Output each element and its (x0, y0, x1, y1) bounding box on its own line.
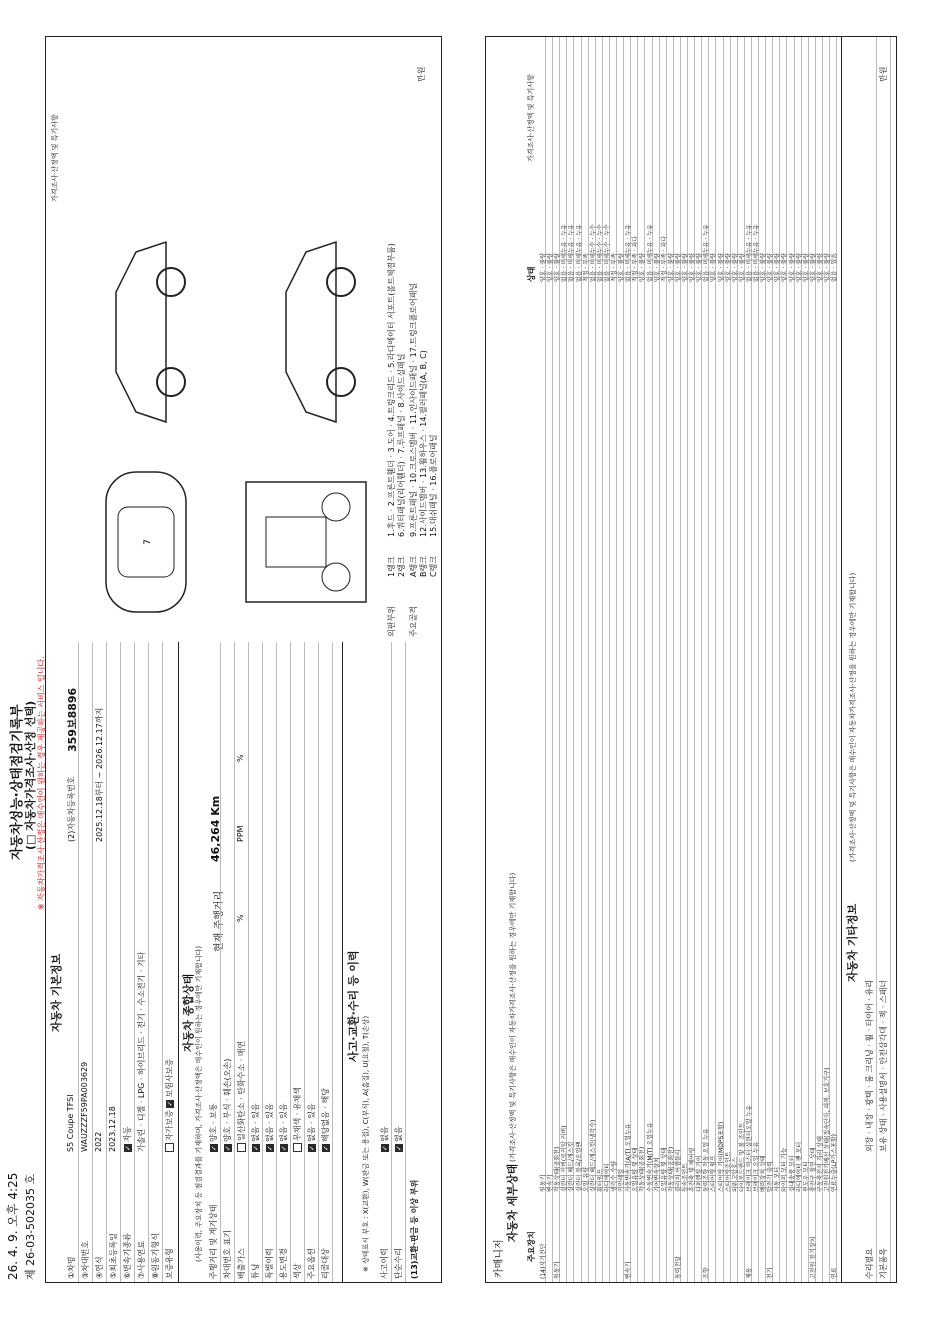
table-row: 실린더 헤드/개스킷(냉각수) 없음 · 미세누수 · 누수 (588, 37, 596, 1282)
table-row: 변속기 양호 · 불량 (545, 37, 553, 1282)
table-row: 조향 동력조향 작동 오일 누유 없음 · 미세누유 · 누유 (701, 37, 709, 1282)
accident-history-section: 사고·교환·수리 등 이력 ※ 상태표시 부호 : X(교환), W(판금 또는 용접), C(부식), A(흠집), U(요철), T(손상) 사고이력 ✓없음 단순수리 ✓없음 (13)교환·판금 등 이상 부위 (342, 642, 440, 1282)
table-row: 전기 발전기 출력 양호 · 불량 (765, 37, 773, 1282)
table-row: 기어변속장치 양호 · 불량 (652, 37, 660, 1282)
overall-state-section: 자동차 종합상태 (사용이력, 주요장치 등 점검결과를 기재하며, 가격조사·산정액은 매수인이 원하는 경우에만 기재합니다) 현재 주행거리 46,264 Km 주행거리 및 계기상태 ✓양호 · 보통 차대번호 표기 ✓양호 · 부식 · 훼손(오손) 배출가스 일산화탄소 · 탄화수소 · 매연 % PPM % 튜닝 ✓없음 · 있음 특별이력 ✓없음 · 있음 용도변경 ✓없음 · 있음 색상 무채색 · 유채색 주요옵션 ✓없음 · 있음 리콜대상 ✓해당없음 · 해당 (180, 642, 340, 1282)
table-row: 라디에이터 팬 모터 양호 · 불량 (794, 37, 802, 1282)
table-row: 추진축 및 베어링 양호 · 불량 (687, 37, 695, 1282)
table-row: 실내송풍 모터 양호 · 불량 (787, 37, 795, 1282)
table-row: 오일 유량 적정 · 부족 (581, 37, 589, 1282)
transmission-type: 자동 (123, 1126, 132, 1142)
table-row: 구동축전지 격리 상태 양호 · 불량 (815, 37, 823, 1282)
table-row: 스티어링조인트 양호 · 불량 (723, 37, 731, 1282)
table-row: 오일유량 및 상태 적정 · 부족 · 과다 (630, 37, 638, 1282)
table-row: 스티어링 펌프 양호 · 불량 (708, 37, 716, 1282)
first-registration: 2023.12.18 (108, 1106, 117, 1152)
other-info-heading: 자동차 기타정보 (846, 903, 859, 982)
table-row: 워터펌프 없음 · 미세누수 · 누수 (595, 37, 603, 1282)
table-row: 고전원 전기장치 충전구 절연 상태 양호 · 불량 (808, 37, 816, 1282)
page-subtitle: (□ 자동차가격조사·산정 선택) (24, 700, 37, 850)
table-row: 변속기 자동변속기(A/T) 오일누유 없음 · 미세누유 · 누유 (623, 37, 631, 1282)
car-diagram-side-2 (246, 232, 376, 432)
table-row: 작동상태(공회전) 양호 · 불량 (637, 37, 645, 1282)
table-row: 고전원전기배선 상태(접속단자, 피복, 보호기구) 양호 · 불량 (822, 37, 830, 1282)
table-row: 라디에이터 없음 · 미세누수 · 누수 (602, 37, 610, 1282)
table-row: 파워고압호스 양호 · 불량 (730, 37, 738, 1282)
table-row: 윈도우 모터 양호 · 불량 (801, 37, 809, 1282)
panel-rank-table: 외판부위 1랭크 1.후드 · 2.프론트휀더 · 3.도어 · 4.트렁크리드 · 5.라디에이터 서포트(볼트체결부품) 2랭크 6.쿼터패널(리어휀더) · 7.루프패널 · 8.사이드실패널 주요골격 A랭크 9.프론트패널 · 10.크로스멤버 · 11.인사이드패널 · 17.트렁크플로어패널 B랭크 12.사이드멤버 · 13.휠하우스 · 14.필러패널(A, B, C) C랭크 15.대쉬패널 · 16.플로어패널 (387, 243, 438, 637)
notice-text: ※ 자동차가격조사·산정은 매수인이 원하는 경우 제공하는 서비스 입니다. (37, 656, 46, 910)
table-row: 배력장치 상태 양호 · 불량 (758, 37, 766, 1282)
overall-state-heading: 자동차 종합상태 (182, 973, 195, 1052)
detail-heading: 자동차 세부상태 (506, 1163, 519, 1242)
table-row: 실린더 블록/오일팬 없음 · 미세누유 · 누유 (574, 37, 582, 1282)
table-row: 등속조인트 양호 · 불량 (680, 37, 688, 1282)
accident-history-heading: 사고·교환·수리 등 이력 (347, 950, 360, 1062)
table-row: 수동변속기(M/T) 오일누유 없음 · 미세누유 · 누유 (645, 37, 653, 1282)
accident-history-value: 없음 (380, 1126, 389, 1142)
inspection-sheet-page2: 카매니저 자동차 세부상태 (가격조사·산정액 및 특기사항은 매수인이 자동차가격조사·산정을 원하는 경우에만 기재합니다) 주요장치 상태 가격조사·산정액 및 특기사항 (14)자기진단 원동기 양호 · 불량 변속기 양호 · 불량 원동기 작동상태(공회전) 양호 · 불량 실린더 커버(로커암 커버) 없음 · 미세누유 · 누유 실린더 헤드/개스킷 없음 · 미세누유 · 누유 실린더 블록/오일팬 없음 · 미세누유 · 누유 오일 유량 적정 · 부족 실린더 헤드/개스킷(냉각수) 없음 · 미세누수 · 누수 워터펌프 없음 · 미세누수 · 누수 라디에이터 없음 · 미세누수 · 누수 냉각수 수량 적정 · 부족 커먼레일 양호 · 불량 변속기 자동변속기(A/T) 오일누유 없음 · 미세누유 · 누유 오일유량 및 상태 적정 · 부족 · 과다 작동상태(공회전) 양호 · 불량 수동변속기(M/T) 오일누유 없음 · 미세누유 · 누유 기어변속장치 양호 · 불량 오일유량 및 상태 적정 · 부족 · 과다 작동상태(공회전) 양호 · 불량 동력전달 클러치 어셈블리 양호 · 불량 등속조인트 양호 · 불량 추진축 및 베어링 양호 · 불량 디퍼렌셜 기어 양호 · 불량 조향 동력조향 작동 오일 누유 없음 · 미세누유 · 누유 스티어링 펌프 양호 · 불량 스티어링 기어(MDPS포함) 양호 · 불량 스티어링조인트 양호 · 불량 파워고압호스 양호 · 불량 타이로드엔드 및 볼 조인트 양호 · 불량 제동 브레이크 마스터 실린더오일 누유 없음 · 미세누유 · 누유 브레이크 오일 누유 없음 · 미세누유 · 누유 배력장치 상태 양호 · 불량 전기 발전기 출력 양호 · 불량 시동 모터 양호 · 불량 와이퍼 모터 기능 양호 · 불량 실내송풍 모터 양호 · 불량 라디에이터 팬 모터 양호 · 불량 윈도우 모터 양호 · 불량 고전원 전기장치 충전구 절연 상태 양호 · 불량 구동축전지 격리 상태 양호 · 불량 고전원전기배선 상태(접속단자, 피복, 보호기구) 양호 · 불량 연료 연료누출(LP가스포함) 없음 · 있음 자동차 기타정보 (가격조사·산정액 및 특기사항은 매수인이 자동차가격조사·산정을 원하는 경우에만 기재합니다) 수리필요 외장 · 내장 · 광택 · 룸 크리닝 · 휠 · 타이어 · 유리 기본품목 보유 상태 · 사용설명서 · 안전삼각대 · 잭 · 스패너 만원 (485, 36, 897, 1283)
mileage-value: 46,264 Km (209, 795, 222, 862)
table-row: 원동기 작동상태(공회전) 양호 · 불량 (552, 37, 560, 1282)
car-diagram-frame (236, 462, 376, 622)
table-row: (14)자기진단 원동기 양호 · 불량 (538, 37, 546, 1282)
table-row: 시동 모터 양호 · 불량 (772, 37, 780, 1282)
table-row: 타이로드엔드 및 볼 조인트 양호 · 불량 (737, 37, 745, 1282)
table-row: 연료 연료누출(LP가스포함) 없음 · 있음 (829, 37, 837, 1282)
table-row: 실린더 헤드/개스킷 없음 · 미세누유 · 누유 (566, 37, 574, 1282)
simple-repair-value: 없음 (394, 1126, 403, 1142)
table-row: 실린더 커버(로커암 커버) 없음 · 미세누유 · 누유 (559, 37, 567, 1282)
brand-name: 카매니저 (494, 1239, 505, 1278)
table-row: 스티어링 기어(MDPS포함) 양호 · 불량 (716, 37, 724, 1282)
car-diagram-top (86, 452, 206, 632)
table-row: 냉각수 수량 적정 · 부족 (609, 37, 617, 1282)
detail-table (538, 37, 838, 1282)
fuel-options: 가솔린 · 디젤 · LPG · 하이브리드 · 전기 · 수소전기 · 기타 (137, 951, 146, 1152)
print-datetime: 26. 4. 9. 오후 4:25 (6, 1172, 20, 1280)
table-row: 디퍼렌셜 기어 양호 · 불량 (694, 37, 702, 1282)
document-number: 제 26-03-502035 호 (24, 1173, 37, 1280)
car-diagram-side (76, 232, 206, 432)
page-title: 자동차성능·상태점검기록부 (10, 704, 25, 860)
car-number: 359보8896 (66, 687, 79, 752)
validity-period: 2025.12.18부터 ~ 2026.12.17까지 (95, 707, 104, 842)
table-row: 작동상태(공회전) 양호 · 불량 (666, 37, 674, 1282)
inspection-sheet-page1: 26. 4. 9. 오후 4:25 제 26-03-502035 호 자동차성능·상태점검기록부 (□ 자동차가격조사·산정 선택) ※ 자동차가격조사·산정은 매수인이 원하는 경우 제공하는 서비스 입니다. 자동차 기본정보 ①차명 S5 Coupe TFSI ③차대번호 WAUZZZF59PA003629 ④연식 2022 ⑤최초등록일 2023.12.18 ⑥변속기종류 ✓자동 ⑦사용연료 가솔린 · 디젤 · LPG · 하이브리드 · 전기 · 수소전기 · 기타 ⑧원동기형식 보증유형 자가보증 ✓보험사보증 (2)자동차등록번호 359보8896 2025.12.18부터 ~ 2026.12.17까지 자동차 종합상태 (사용이력, 주요장치 등 점검결과를 기재하며, 가격조사·산정액은 매수인이 원하는 경우에만 기재합니다) 현재 주행거리 46,264 Km 주행거리 및 계기상태 ✓양호 · 보통 차대번호 표기 ✓양호 · 부식 · 훼손(오손) 배출가스 일산화탄소 · 탄화수소 · 매연 % PPM % 튜닝 ✓없음 · 있음 특별이력 ✓없음 · 있음 용도변경 ✓없음 · 있음 색상 무채색 · 유채색 주요옵션 ✓없음 · 있음 리콜대상 ✓해당없음 · 해당 사고·교환·수리 등 이력 ※ 상태표시 부호 : X(교환), W(판금 또는 용접), C(부식), A(흠집), U(요철), T(손상) 사고이력 ✓없음 단순수리 ✓없음 (13)교환·판금 등 이상 부위 7 외판부위 1랭크 1.후드 · 2.프론트휀더 · 3.도어 · 4.트렁크리드 · 5.라디에이터 서포트(볼트체결부품) 2랭크 6.쿼터패널(리어휀더) · 7.루프패널 · 8.사이드실패널 주요골격 A랭크 9.프론트패널 · 10.크로스멤버 · 11.인사이드패널 · 17.트렁크플로어패널 B랭크 12.사이드멤버 · 13.휠하우스 · 14.필러패널(A, B, C) C랭크 15.대쉬패널 · 16.플로어패널 가격조사·산정액 및 특기사항 만원 (45, 36, 442, 1283)
table-row: 와이퍼 모터 기능 양호 · 불량 (779, 37, 787, 1282)
model-year: 2022 (94, 1131, 103, 1152)
svg-text:7: 7 (143, 539, 153, 545)
table-row: 브레이크 오일 누유 없음 · 미세누유 · 누유 (751, 37, 759, 1282)
other-info-section: 자동차 기타정보 (가격조사·산정액 및 특기사항은 매수인이 자동차가격조사·산정을 원하는 경우에만 기재합니다) 수리필요 외장 · 내장 · 광택 · 룸 크리닝 · 휠 · 타이어 · 유리 기본품목 보유 상태 · 사용설명서 · 안전삼각대 · 잭 · 스패너 만원 (841, 37, 894, 1282)
table-row: 오일유량 및 상태 적정 · 부족 · 과다 (659, 37, 667, 1282)
table-row: 동력전달 클러치 어셈블리 양호 · 불량 (673, 37, 681, 1282)
car-model: S5 Coupe TFSI (66, 1094, 75, 1152)
table-row: 커먼레일 양호 · 불량 (616, 37, 624, 1282)
basic-info-heading: 자동차 기본정보 (50, 953, 63, 1032)
vin: WAUZZZF59PA003629 (80, 1061, 89, 1152)
table-row: 제동 브레이크 마스터 실린더오일 누유 없음 · 미세누유 · 누유 (744, 37, 752, 1282)
basic-info-section: 자동차 기본정보 ①차명 S5 Coupe TFSI ③차대번호 WAUZZZF59PA003629 ④연식 2022 ⑤최초등록일 2023.12.18 ⑥변속기종류 ✓자동 ⑦사용연료 가솔린 · 디젤 · LPG · 하이브리드 · 전기 · 수소전기 · 기타 ⑧원동기형식 보증유형 자가보증 ✓보험사보증 (2)자동차등록번호 359보8896 2025.12.18부터 ~ 2026.12.17까지 (46, 642, 179, 1282)
